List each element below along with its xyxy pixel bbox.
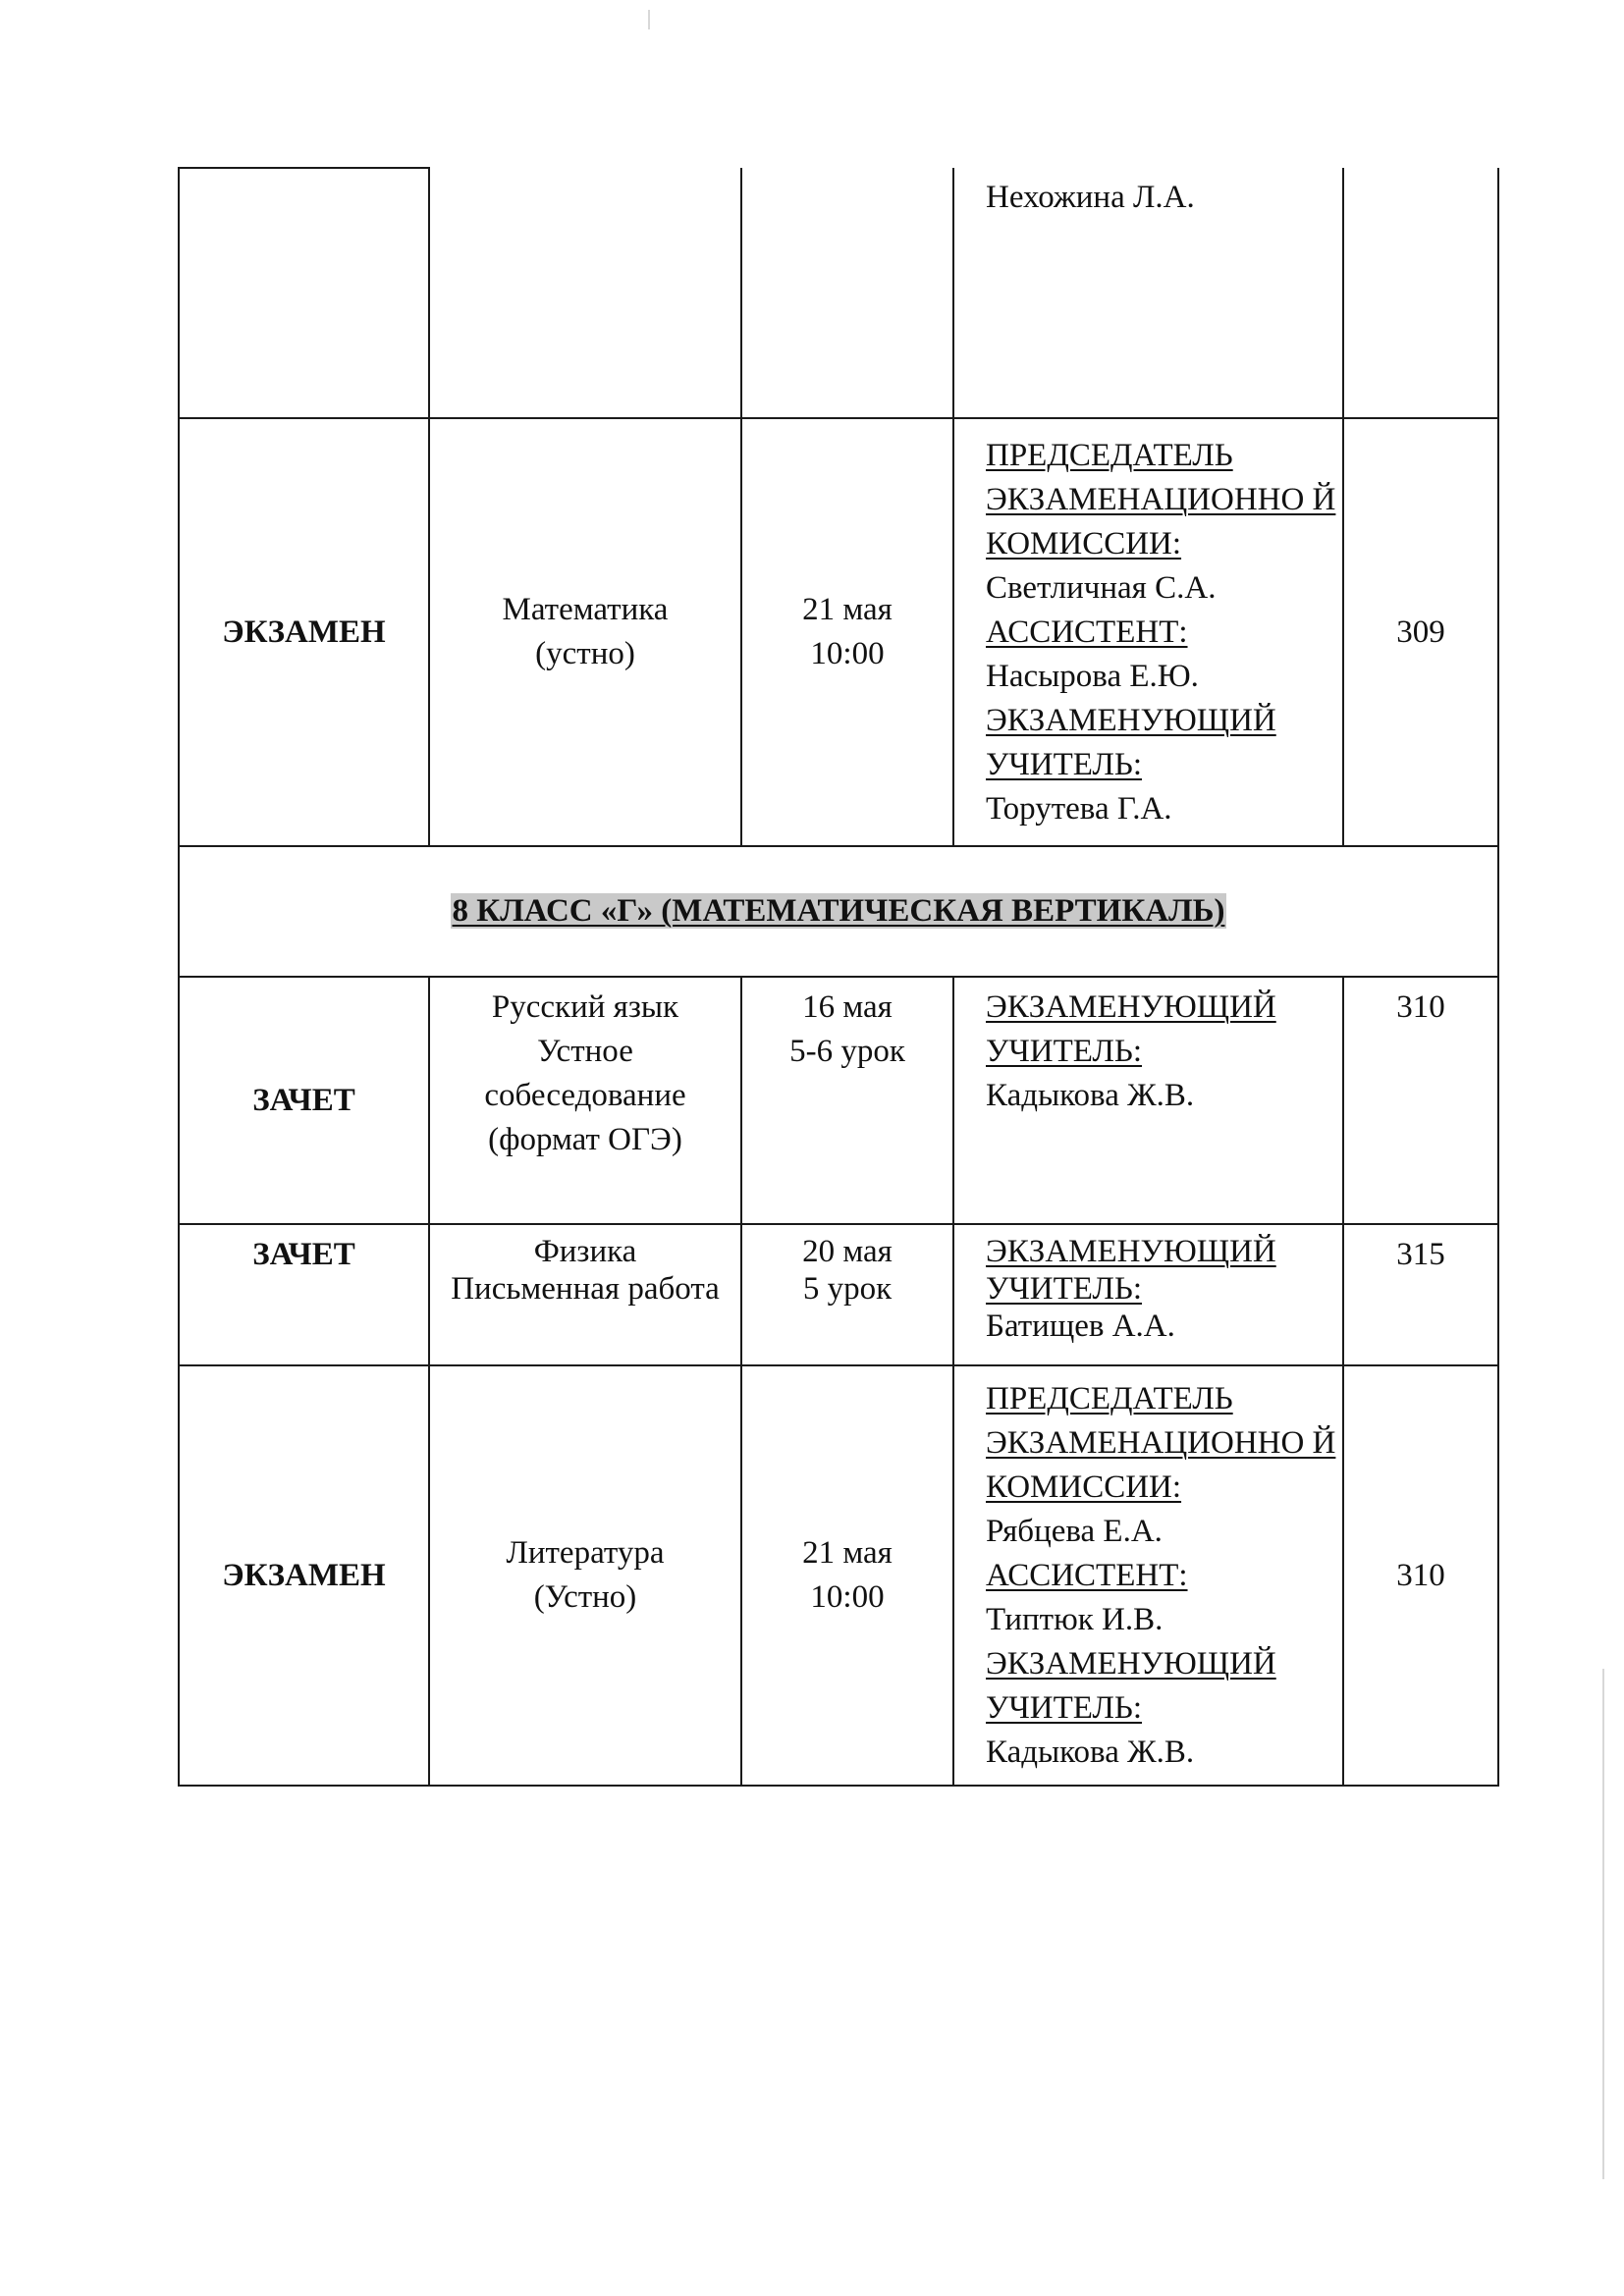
exam-type-cell: ЭКЗАМЕН — [179, 418, 429, 846]
staff-cell — [953, 1365, 1343, 1786]
date-line: 21 мая — [802, 1535, 893, 1571]
subject-line: Математика — [502, 592, 669, 627]
staff-cell — [953, 418, 1343, 846]
staff-cell — [953, 1224, 1343, 1365]
staff-cell — [953, 168, 1343, 418]
date-cell — [741, 168, 953, 418]
staff-person: Типтюк И.В. — [986, 1601, 1164, 1637]
scan-mark-right — [1602, 1669, 1604, 2179]
table-row — [179, 168, 1498, 418]
staff-role: ЭКЗАМЕНУЮЩИЙ УЧИТЕЛЬ: — [986, 989, 1276, 1069]
subject-line: Физика — [533, 1234, 637, 1269]
date-cell — [741, 1365, 953, 1786]
exam-schedule-table — [178, 167, 1499, 1787]
time-line: 10:00 — [810, 1579, 885, 1615]
subject-cell — [429, 1224, 741, 1365]
section-header-cell — [179, 846, 1498, 977]
subject-line: собеседование — [484, 1078, 686, 1113]
exam-type-cell: ЭКЗАМЕН — [179, 1365, 429, 1786]
staff-person: Нехожина Л.А. — [986, 180, 1195, 215]
exam-type-cell: ЗАЧЕТ — [179, 1224, 429, 1365]
staff-role: ПРЕДСЕДАТЕЛЬ ЭКЗАМЕНАЦИОННО Й КОМИССИИ: — [986, 1380, 1336, 1505]
staff-person: Батищев А.А. — [986, 1308, 1175, 1344]
date-line: 21 мая — [802, 592, 893, 627]
table-row — [179, 1224, 1498, 1365]
staff-role: ЭКЗАМЕНУЮЩИЙ УЧИТЕЛЬ: — [986, 1645, 1276, 1726]
subject-line: Русский язык — [491, 989, 679, 1025]
subject-cell — [429, 418, 741, 846]
table-row — [179, 977, 1498, 1224]
room-cell — [1343, 168, 1498, 418]
date-line: 20 мая — [802, 1234, 893, 1269]
staff-person: Светличная С.А. — [986, 569, 1217, 606]
staff-person: Рябцева Е.А. — [986, 1513, 1163, 1549]
section-row — [179, 846, 1498, 977]
table-row — [179, 1365, 1498, 1786]
date-line: 16 мая — [802, 989, 893, 1025]
room-cell: 315 — [1343, 1224, 1498, 1365]
staff-role: ПРЕДСЕДАТЕЛЬ ЭКЗАМЕНАЦИОННО Й КОМИССИИ: — [986, 437, 1336, 561]
subject-line: Письменная работа — [451, 1271, 720, 1307]
room-cell: 309 — [1343, 418, 1498, 846]
time-line: 5-6 урок — [789, 1034, 905, 1069]
exam-type-cell — [179, 168, 429, 418]
subject-line: (формат ОГЭ) — [488, 1122, 682, 1157]
staff-person: Насырова Е.Ю. — [986, 658, 1199, 694]
subject-line: Литература — [506, 1535, 665, 1571]
staff-role: АССИСТЕНТ: — [986, 614, 1188, 650]
room-cell: 310 — [1343, 1365, 1498, 1786]
section-title: 8 КЛАСС «Г» (МАТЕМАТИЧЕСКАЯ ВЕРТИКАЛЬ) — [452, 893, 1225, 929]
staff-person: Кадыкова Ж.В. — [986, 1734, 1195, 1770]
date-cell — [741, 418, 953, 846]
time-line: 5 урок — [802, 1271, 893, 1307]
subject-cell — [429, 1365, 741, 1786]
subject-line: Устное — [537, 1034, 633, 1069]
subject-cell — [429, 977, 741, 1224]
scan-mark-top — [648, 10, 650, 29]
exam-type-cell: ЗАЧЕТ — [179, 977, 429, 1224]
staff-person: Торутева Г.А. — [986, 790, 1172, 827]
time-line: 10:00 — [810, 636, 885, 671]
date-cell — [741, 977, 953, 1224]
staff-person: Кадыкова Ж.В. — [986, 1078, 1195, 1113]
staff-role: АССИСТЕНТ: — [986, 1557, 1188, 1593]
staff-cell — [953, 977, 1343, 1224]
room-cell: 310 — [1343, 977, 1498, 1224]
staff-role: ЭКЗАМЕНУЮЩИЙ УЧИТЕЛЬ: — [986, 1234, 1276, 1307]
table-row — [179, 418, 1498, 846]
date-cell — [741, 1224, 953, 1365]
subject-cell — [429, 168, 741, 418]
staff-role: ЭКЗАМЕНУЮЩИЙ УЧИТЕЛЬ: — [986, 702, 1276, 782]
subject-line: (Устно) — [533, 1579, 637, 1615]
subject-line: (устно) — [535, 636, 635, 671]
